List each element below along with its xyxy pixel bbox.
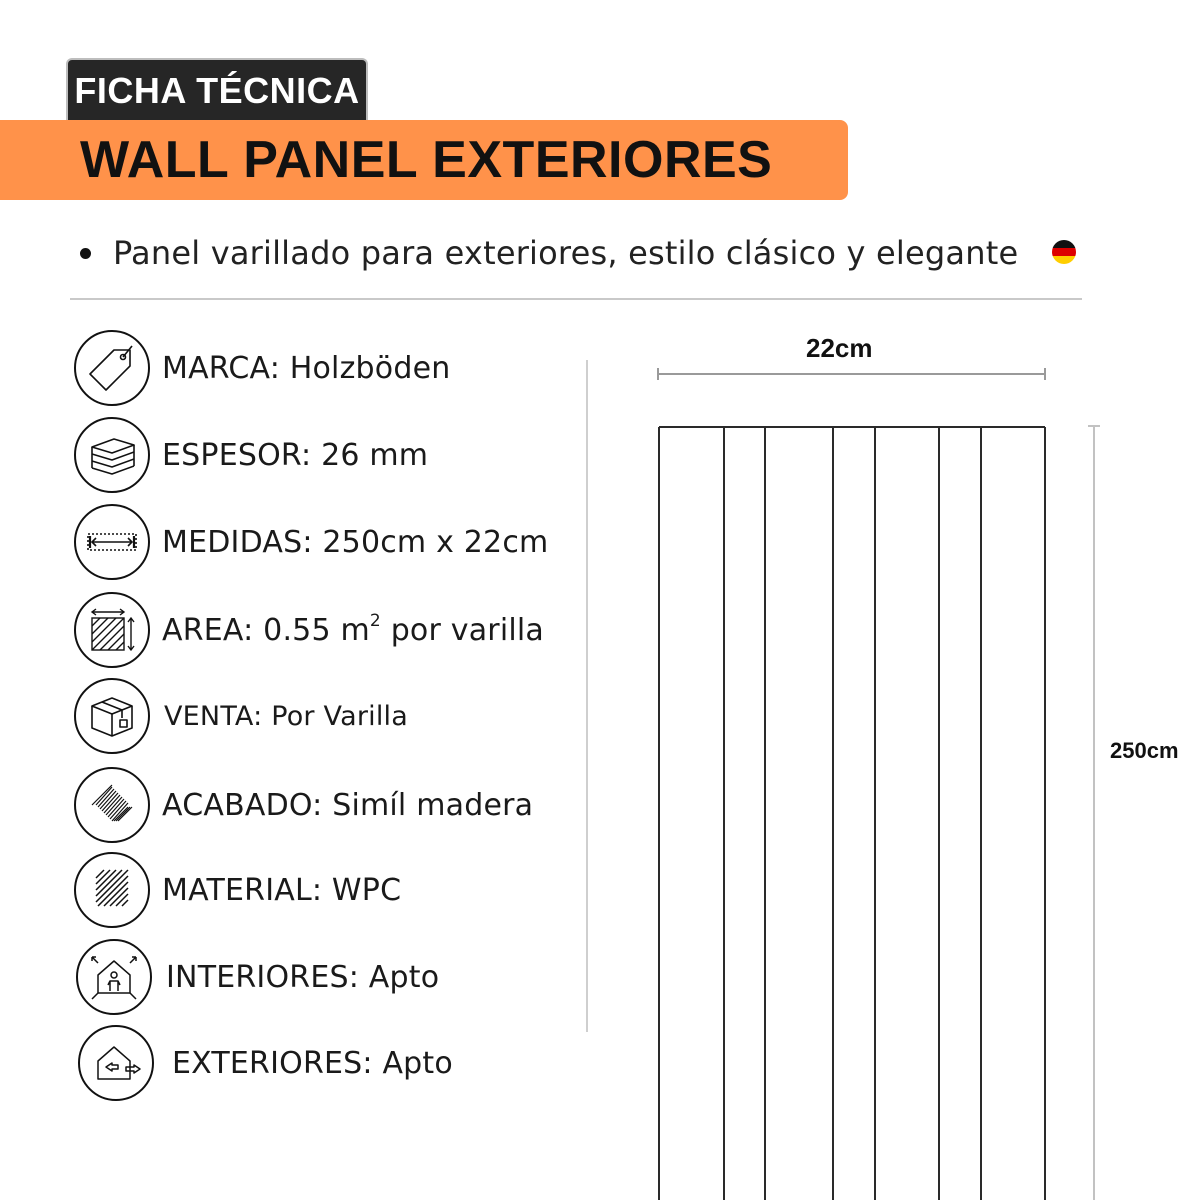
spec-text: VENTA: Por Varilla: [164, 700, 408, 732]
spec-text: MARCA: Holzböden: [162, 350, 451, 386]
height-label: 250cm: [1110, 738, 1179, 763]
width-label: 22cm: [806, 333, 873, 363]
height-dimension-line: [1088, 426, 1100, 1200]
description-text: Panel varillado para exteriores, estilo clásico y elegante: [113, 234, 1019, 272]
spec-text: MATERIAL: WPC: [162, 872, 402, 908]
ficha-tecnica-badge: FICHA TÉCNICA: [66, 58, 368, 122]
spec-text: INTERIORES: Apto: [166, 959, 440, 995]
spec-text: EXTERIORES: Apto: [172, 1045, 453, 1081]
panel-outline: [659, 427, 1045, 1200]
spec-text: AREA: 0.55 $m^2$ por varilla: [162, 610, 545, 648]
spec-text: ESPESOR: 26 mm: [162, 437, 429, 473]
page-title: WALL PANEL EXTERIORES: [80, 131, 773, 189]
spec-text: ACABADO: Simíl madera: [162, 787, 534, 823]
spec-text: MEDIDAS: 250cm x 22cm: [162, 524, 549, 560]
width-dimension-line: [658, 368, 1045, 380]
